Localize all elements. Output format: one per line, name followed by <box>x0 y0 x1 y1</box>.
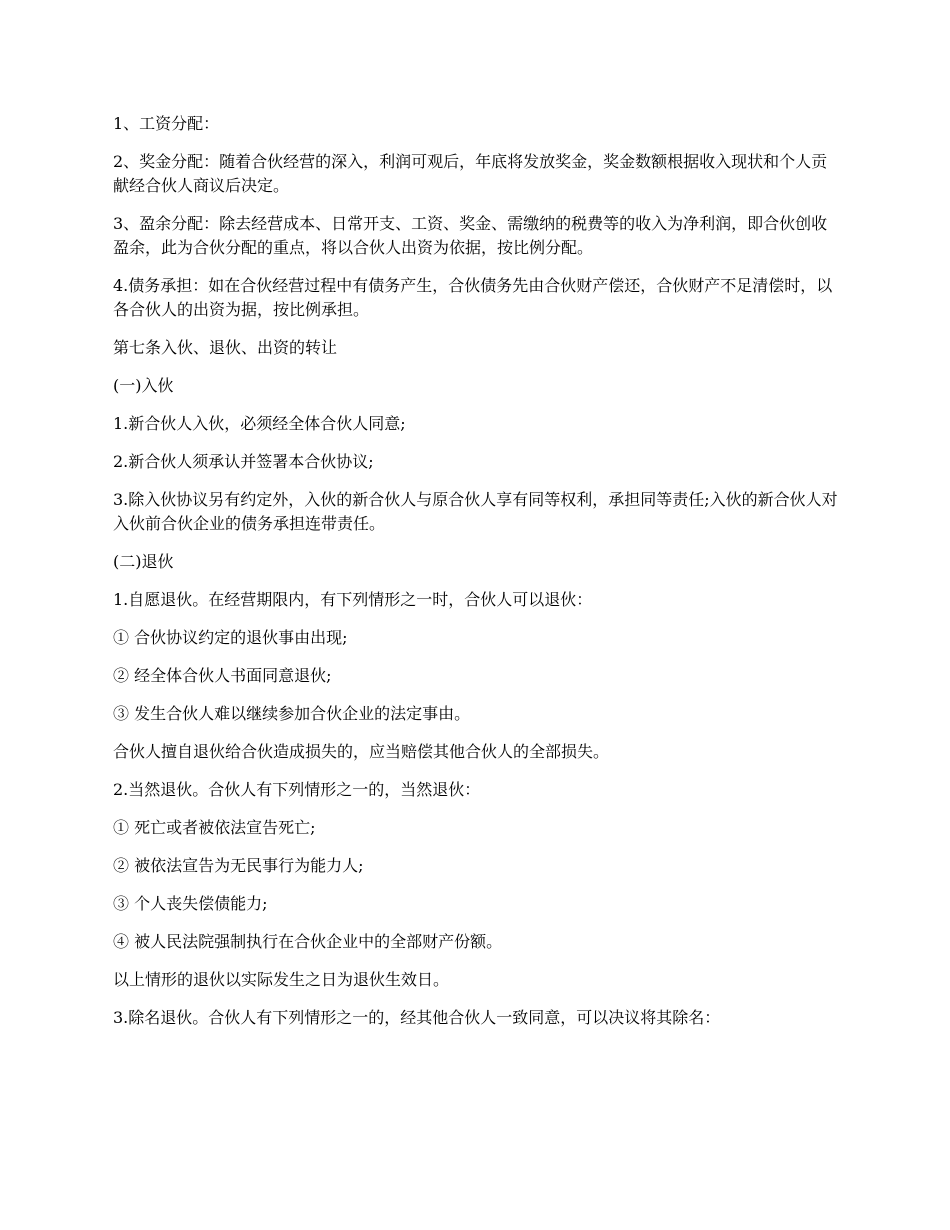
joining-item-1: 1.新合伙人入伙，必须经全体合伙人同意; <box>113 414 406 433</box>
joining-item-2: 2.新合伙人须承认并签署本合伙协议; <box>113 452 374 471</box>
joining-item-3: 3.除入伙协议另有约定外，入伙的新合伙人与原合伙人享有同等权利，承担同等责任;入伙的新合伙人对入伙前合伙企业的债务承担连带责任。 <box>113 490 838 533</box>
automatic-case-2: ② 被依法宣告为无民事行为能力人; <box>113 856 364 875</box>
withdrawal-effective-date: 以上情形的退伙以实际发生之日为退伙生效日。 <box>113 970 450 989</box>
automatic-case-3: ③ 个人丧失偿债能力; <box>113 894 268 913</box>
document-body <box>113 112 841 1044</box>
article-seven-heading: 第七条入伙、退伙、出资的转让 <box>113 338 338 357</box>
automatic-withdrawal: 2.当然退伙。合伙人有下列情形之一的，当然退伙： <box>113 780 481 799</box>
automatic-case-1: ① 死亡或者被依法宣告死亡; <box>113 818 316 837</box>
automatic-case-4: ④ 被人民法院强制执行在合伙企业中的全部财产份额。 <box>113 932 503 951</box>
section-joining-heading: (一)入伙 <box>113 376 174 395</box>
voluntary-case-3: ③ 发生合伙人难以继续参加合伙企业的法定事由。 <box>113 704 471 723</box>
clause-surplus-distribution: 3、盈余分配：除去经营成本、日常开支、工资、奖金、需缴纳的税费等的收入为净利润，即合伙创收盈余，此为合伙分配的重点，将以合伙人出资为依据，按比例分配。 <box>113 214 828 257</box>
voluntary-case-2: ② 经全体合伙人书面同意退伙; <box>113 666 332 685</box>
unauthorized-withdrawal-note: 合伙人擅自退伙给合伙造成损失的，应当赔偿其他合伙人的全部损失。 <box>113 742 610 761</box>
expulsion-withdrawal: 3.除名退伙。合伙人有下列情形之一的，经其他合伙人一致同意，可以决议将其除名： <box>113 1008 721 1027</box>
clause-bonus-distribution: 2、奖金分配：随着合伙经营的深入，利润可观后，年底将发放奖金，奖金数额根据收入现状和个人贡献经合伙人商议后决定。 <box>113 152 828 195</box>
clause-wage-distribution: 1、工资分配： <box>113 114 220 133</box>
voluntary-case-1: ① 合伙协议约定的退伙事由出现; <box>113 628 348 647</box>
voluntary-withdrawal: 1.自愿退伙。在经营期限内，有下列情形之一时，合伙人可以退伙： <box>113 590 593 609</box>
section-withdrawal-heading: (二)退伙 <box>113 552 174 571</box>
clause-debt-liability: 4.债务承担：如在合伙经营过程中有债务产生，合伙债务先由合伙财产偿还，合伙财产不足清偿时，以各合伙人的出资为据，按比例承担。 <box>113 276 833 319</box>
